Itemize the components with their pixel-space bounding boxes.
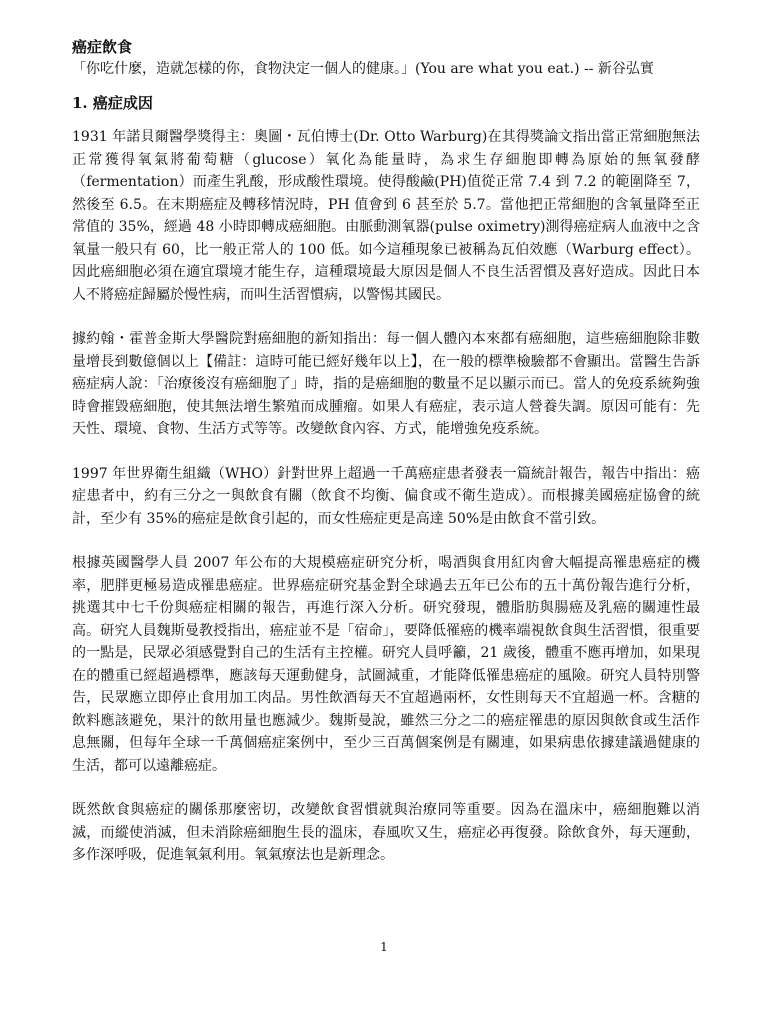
section-heading: 1. 癌症成因 (72, 94, 153, 112)
paragraph-diet-change: 既然飲食與癌症的關係那麼密切，改變飲食習慣就與治療同等重要。因為在溫床中，癌細胞難以消滅，而縱使消滅，但未消除癌細胞生長的溫床，春風吹又生，癌症必再復發。除飲食外，每天運動，多作深呼吸，促進氧氣利用。氧氣療法也是新理念。 (72, 802, 700, 863)
paragraph-who-report: 1997 年世界衛生組織（WHO）針對世界上超過一千萬癌症患者發表一篇統計報告，報告中指出：癌症患者中，約有三分之一與飲食有關（飲食不均衡、偏食或不衛生造成）。而根據美國癌症協會的統計，至少有 35%的癌症是飲食引起的，而女性癌症更是高達 50%是由飲食不當引致。 (72, 465, 700, 527)
document-body (72, 36, 700, 889)
paragraph-uk-research: 根據英國醫學人員 2007 年公布的大規模癌症研究分析，喝酒與食用紅肉會大幅提高罹患癌症的機率，肥胖更極易造成罹患癌症。世界癌症研究基金對全球過去五年已公布的五十萬份報告進行分析，挑選其中七千份與癌症相關的報告，再進行深入分析。研究發現，體脂肪與腸癌及乳癌的關連性最高。研究人員魏斯曼教授指出，癌症並不是「宿命」，要降低罹癌的機率端視飲食與生活習慣，很重要的一點是，民眾必須感覺對自己的生活有主控權。研究人員呼籲，21 歲後，體重不應再增加，如果現在的體重已經超過標準，應該每天運動健身，試圖減重，才能降低罹患癌症的風險。研究人員特別警告，民眾應立即停止食用加工肉品。男性飲酒每天不宜超過兩杯，女性則每天不宜超過一杯。含糖的飲料應該避免，果汁的飲用量也應減少。魏斯曼說，雖然三分之二的癌症罹患的原因與飲食或生活作息無關，但每年全球一千萬個癌症案例中，至少三百萬個案例是有關連，如果病患依據建議過健康的生活，都可以遠離癌症。 (72, 555, 700, 774)
epigraph-quote: 「你吃什麼，造就怎樣的你，食物決定一個人的健康。」(You are what you eat.) -- 新谷弘實 (72, 61, 654, 77)
paragraph-johns-hopkins: 據約翰・霍普金斯大學醫院對癌細胞的新知指出：每一個人體內本來都有癌細胞，這些癌細胞除非數量增長到數億個以上【備註：這時可能已經好幾年以上】，在一般的標準檢驗都不會顯出。當醫生告訴癌症病人說：「治療後沒有癌細胞了」時，指的是癌細胞的數量不足以顯示而已。當人的免疫系統夠強時會摧毀癌細胞，使其無法增生繁殖而成腫瘤。如果人有癌症，表示這人營養失調。原因可能有：先天性、環境、食物、生活方式等等。改變飲食內容、方式，能增強免疫系統。 (72, 331, 700, 437)
page-number: 1 (380, 940, 388, 954)
paragraph-warburg: 1931 年諾貝爾醫學獎得主：奧圖・瓦伯博士(Dr. Otto Warburg)在其得獎論文指出當正常細胞無法正常獲得氧氣將葡萄糖（glucose）氧化為能量時，為求生存細胞即轉為原始的無氧發酵（fermentation）而產生乳酸，形成酸性環境。使得酸鹼(PH)值從正常 7.4 到 7.2 的範圍降至 7，然後至 6.5。在末期癌症及轉移情況時，PH 值會到 6 甚至於 5.7。當他把正常細胞的含氧量降至正常值的 35%，經過 48 小時即轉成癌細胞。由脈動測氧器(pulse oximetry)測得癌症病人血液中之含氧量一般只有 60，比一般正常人的 100 低。如今這種現象已被稱為瓦伯效應（Warburg effect）。因此癌細胞必須在適宜環境才能生存，這種環境最大原因是個人不良生活習慣及喜好造成。因此日本人不將癌症歸屬於慢性病，而叫生活習慣病，以警惕其國民。 (72, 129, 700, 303)
document-title: 癌症飲食 (72, 38, 133, 56)
